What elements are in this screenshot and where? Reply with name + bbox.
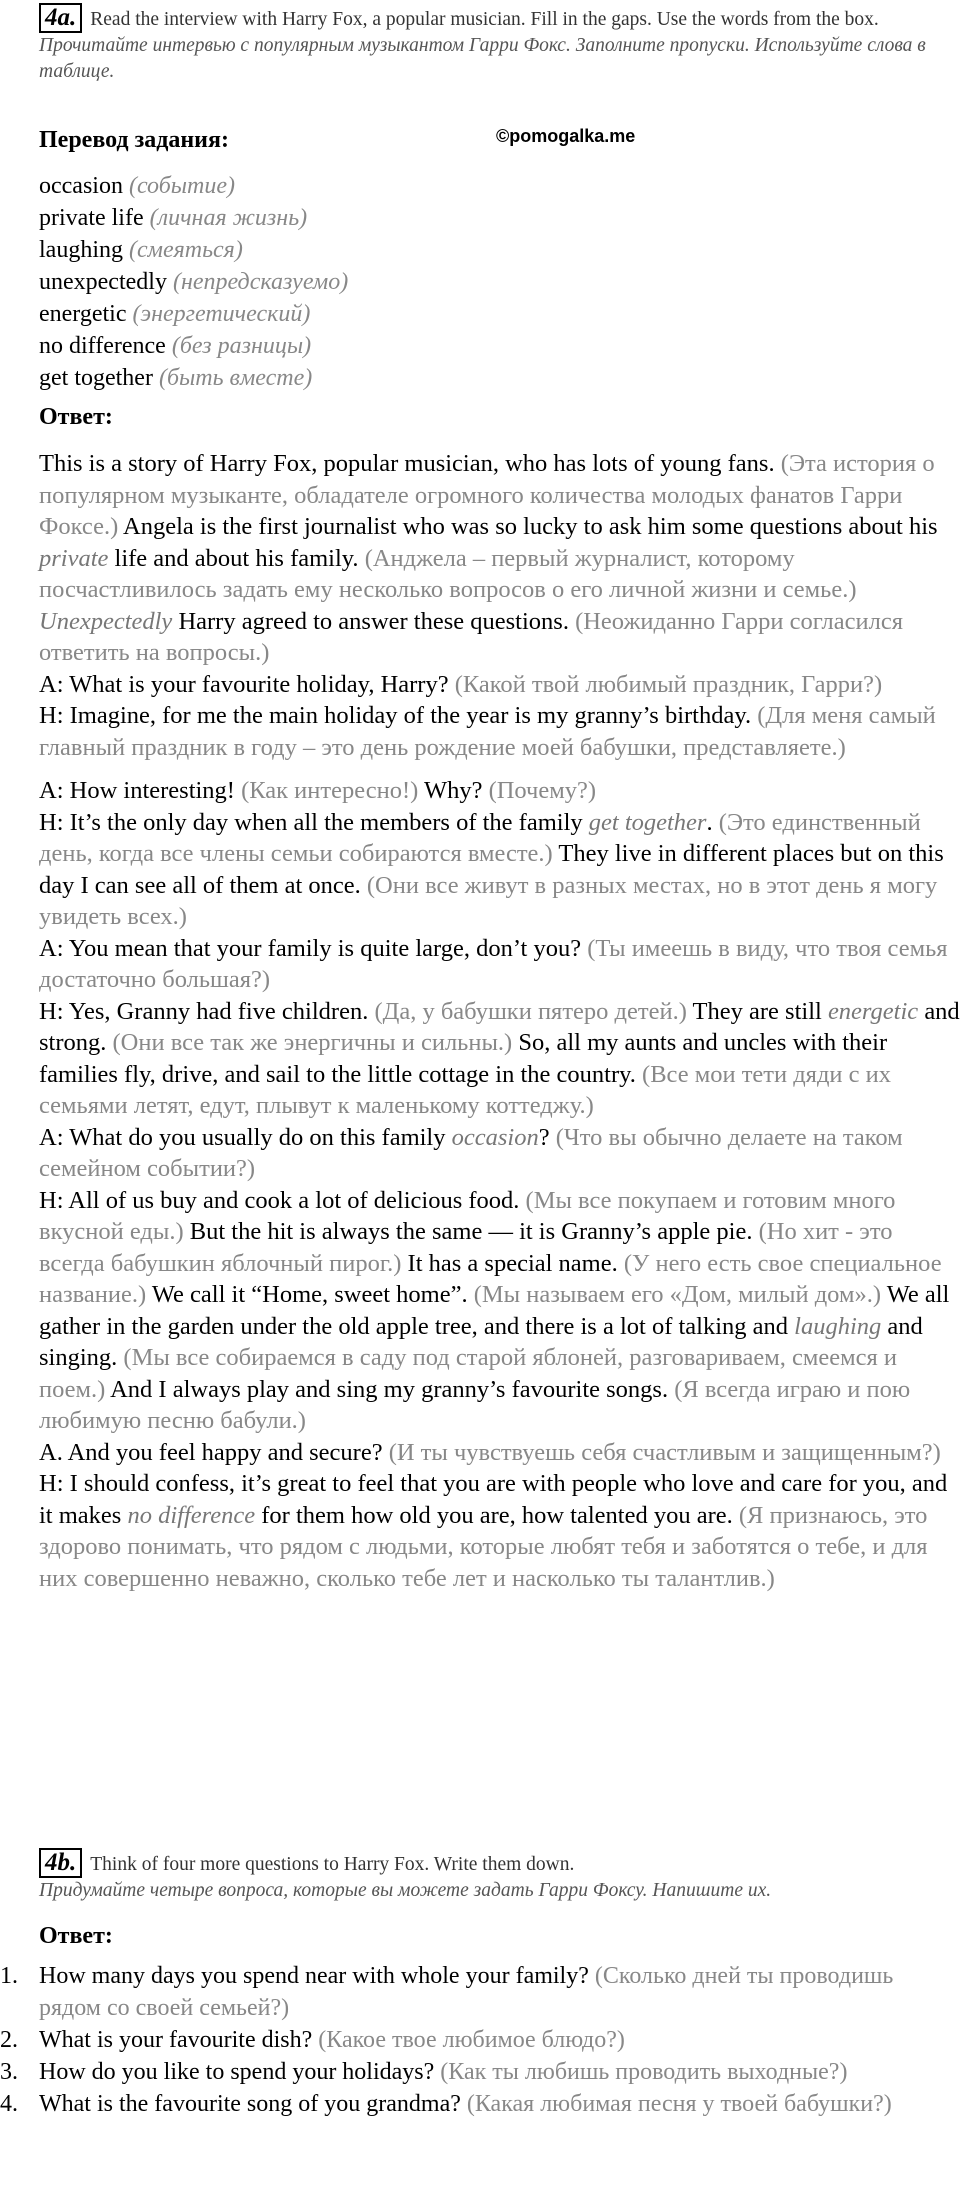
word-item: private life (личная жизнь) [39, 205, 308, 231]
answer-heading-2: Ответ: [39, 1923, 113, 1949]
watermark: ©pomogalka.me [496, 126, 636, 146]
dialog-line: A: How interesting! (Как интересно!) Why? (Почему?) [39, 777, 597, 804]
task-4a-instruction-en: Read the interview with Harry Fox, a popular musician. Fill in the gaps. Use the words from the box. [90, 9, 879, 30]
list-item: 1. How many days you spend near with whole your family? (Сколько дней ты проводишь рядом со своей семьей?) [0, 1963, 894, 2021]
task-4a-instruction [39, 3, 944, 85]
task-4a-instruction-ru: Прочитайте интервью с популярным музыкантом Гарри Фокс. Заполните пропуски. Используйте слова в таблице. [39, 35, 926, 82]
word-list [39, 170, 348, 394]
dialog-line: A. And you feel happy and secure? (И ты чувствуешь себя счастливым и защищенным?) [39, 1438, 941, 1466]
answer-heading: Ответ: [39, 404, 113, 430]
task-4a-badge: 4a. [39, 3, 82, 33]
word-item: get together (быть вместе) [39, 365, 313, 391]
interview-intro: This is a story of Harry Fox, popular musician, who has lots of young fans. (Эта история о популярном музыканте, обладателе огромного количества молодых фанатов Гарри Фоксе.) Angela is the first journalist who was so lucky to ask him some questions about his private life and about his family. (Анджела – первый журналист, которому посчастливилось задать ему несколько вопросов о его личной жизни и семье.) Unexpectedly Harry agreed to answer these questions. (Неожиданно Гарри согласился ответить на вопросы.) [39, 450, 938, 666]
translation-heading: Перевод задания: [39, 127, 229, 153]
questions-list [0, 1960, 960, 2120]
task-4b-badge: 4b. [39, 1848, 82, 1878]
task-4b-instruction-ru: Придумайте четыре вопроса, которые вы можете задать Гарри Фоксу. Напишите их. [39, 1880, 772, 1901]
word-item: no difference (без разницы) [39, 333, 312, 359]
interview-text [39, 448, 960, 1594]
dialog-line: A: What is your favourite holiday, Harry? (Какой твой любимый праздник, Гарри?) [39, 670, 883, 698]
word-item: laughing (смеяться) [39, 237, 243, 263]
dialog-line: H: It’s the only day when all the members of the family get together. (Это единственный день, когда все члены семьи собираются вместе.) They live in different places but on this day I can see all of them at once. (Они все живут в разных местах, но в этот день я могу увидеть всех.) [39, 808, 944, 930]
word-item: energetic (энергетический) [39, 301, 311, 327]
dialog-line: H: Imagine, for me the main holiday of the year is my granny’s birthday. (Для меня самый главный праздник в году – это день рождение моей бабушки, представляете.) [39, 702, 936, 761]
dialog-line: A: What do you usually do on this family occasion? (Что вы обычно делаете на таком семейном событии?) [39, 1123, 903, 1182]
dialog-line: H: Yes, Granny had five children. (Да, у бабушки пятеро детей.) They are still energetic and strong. (Они все так же энергичны и сильны.) So, all my aunts and uncles with their families fly, drive, and sail to the little cottage in the country. (Все мои тети дяди с их семьями летят, едут, плывут к маленькому коттеджу.) [39, 997, 960, 1119]
task-4b-instruction-en: Think of four more questions to Harry Fox. Write them down. [90, 1854, 575, 1875]
word-item: occasion (событие) [39, 173, 235, 199]
list-item: 2. What is your favourite dish? (Какое твое любимое блюдо?) [0, 2027, 625, 2053]
dialog-line: H: All of us buy and cook a lot of delicious food. (Мы все покупаем и готовим много вкусной еды.) But the hit is always the same — it is Granny’s apple pie. (Но хит - это всегда бабушкин яблочный пирог.) It has a special name. (У него есть свое специальное название.) We call it “Home, sweet home”. (Мы называем его «Дом, милый дом».) We all gather in the garden under the old apple tree, and there is a lot of talking and laughing and singing. (Мы все собираемся в саду под старой яблоней, разговариваем, смеемся и поем.) And I always play and sing my granny’s favourite songs. (Я всегда играю и пою любимую песню бабули.) [39, 1186, 950, 1434]
list-item: 3. How do you like to spend your holidays? (Как ты любишь проводить выходные?) [0, 2059, 848, 2085]
dialog-line: H: I should confess, it’s great to feel that you are with people who love and care for you, and it makes no difference for them how old you are, how talented you are. (Я признаюсь, это здорово понимать, что рядом с людьми, которые любят тебя и заботятся о тебе, и для них совершенно неважно, сколько тебе лет и насколько ты талантлив.) [39, 1470, 948, 1592]
task-4b-instruction [39, 1848, 944, 1904]
dialog-line: A: You mean that your family is quite large, don’t you? (Ты имеешь в виду, что твоя семья достаточно большая?) [39, 934, 948, 993]
list-item: 4. What is the favourite song of you grandma? (Какая любимая песня у твоей бабушки?) [0, 2091, 892, 2117]
word-item: unexpectedly (непредсказуемо) [39, 269, 349, 295]
